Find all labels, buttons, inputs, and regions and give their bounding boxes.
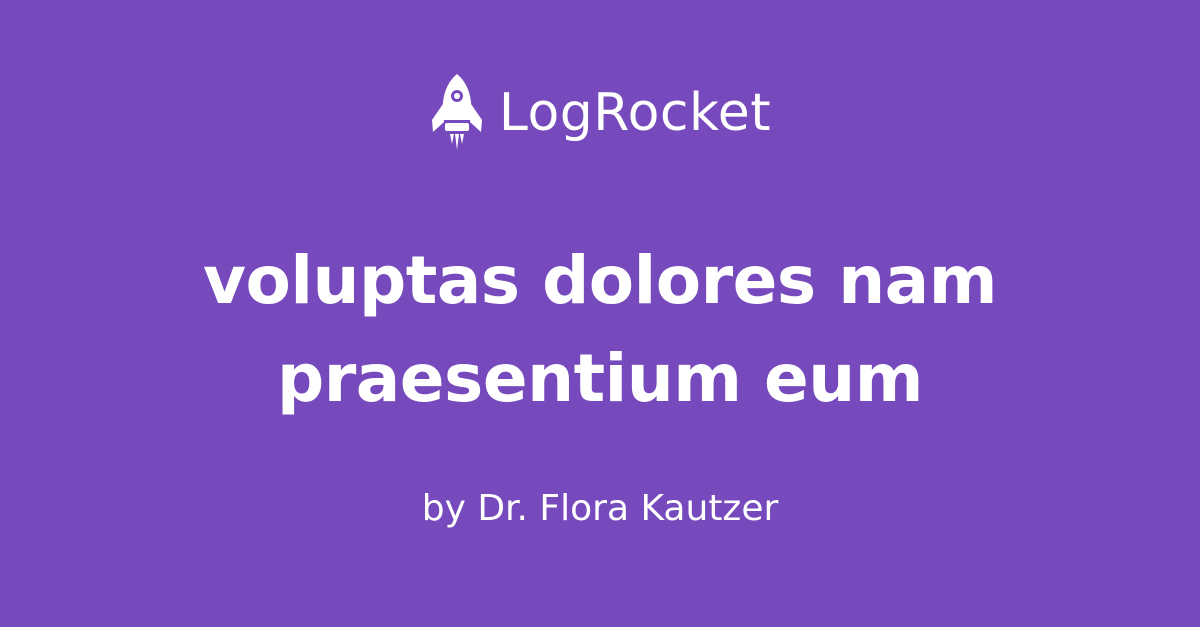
article-title: voluptas dolores nam praesentium eum xyxy=(203,242,997,417)
brand-name: LogRocket xyxy=(498,83,772,143)
brand-logo xyxy=(0,70,1200,156)
rocket-icon xyxy=(429,70,485,156)
author-byline: by Dr. Flora Kautzer xyxy=(421,488,779,529)
